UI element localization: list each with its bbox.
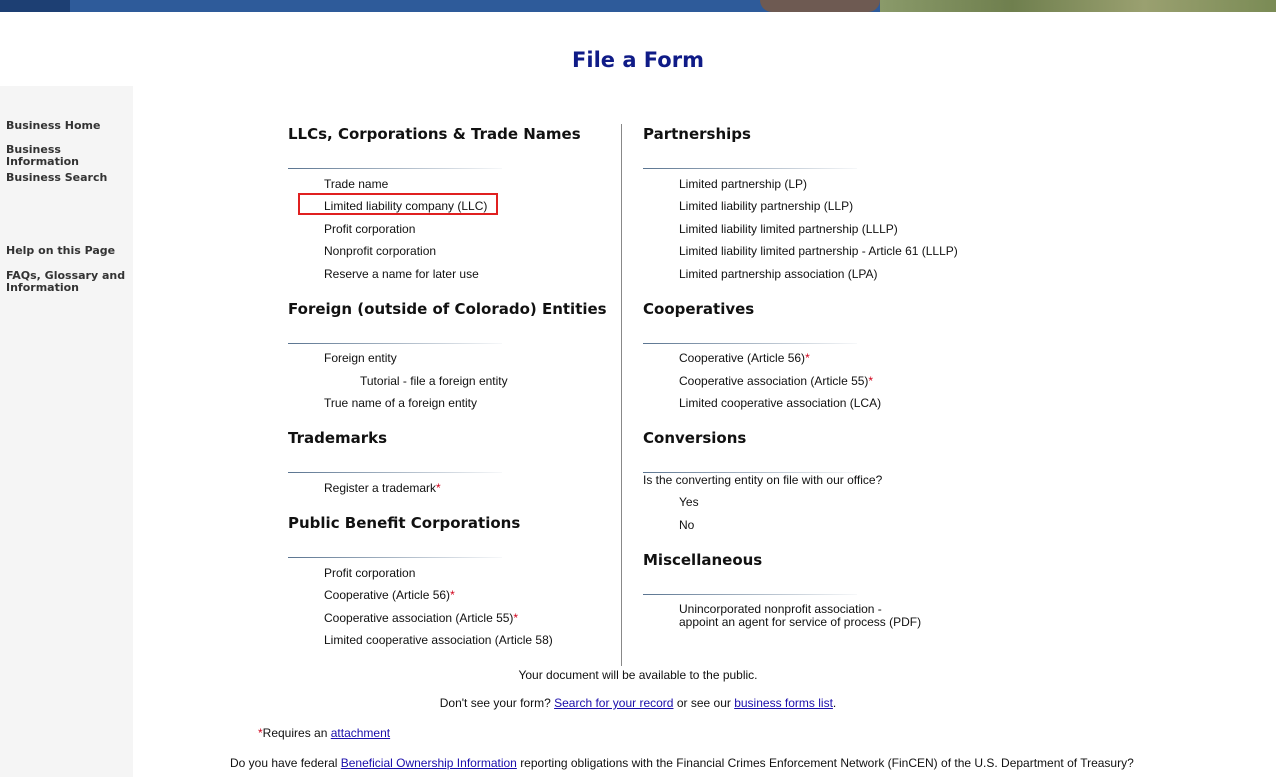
section-heading-llc: LLCs, Corporations & Trade Names <box>288 125 581 143</box>
link-lpa[interactable]: Limited partnership association (LPA) <box>679 267 878 281</box>
link-pbc-cooperative-association[interactable]: Cooperative association (Article 55)* <box>324 611 519 625</box>
sidebar-business-home[interactable]: Business Home <box>6 119 101 132</box>
attachment-link[interactable]: attachment <box>330 726 391 740</box>
section-heading-trademarks: Trademarks <box>288 429 388 447</box>
beneficial-ownership-link[interactable]: Beneficial Ownership Information <box>340 756 517 770</box>
section-rule <box>643 168 857 169</box>
section-rule <box>288 168 502 169</box>
link-lca[interactable]: Limited cooperative association (LCA) <box>679 396 882 410</box>
link-foreign-tutorial[interactable]: Tutorial - file a foreign entity <box>360 374 508 388</box>
top-banner <box>0 0 1276 12</box>
boi-question: Do you have federal Beneficial Ownership Information reporting obligations with the Financial Crimes Enforcement Network (FinCEN) of the U.S. Department of Treasury? <box>230 756 1134 770</box>
section-heading-pbc: Public Benefit Corporations <box>288 514 521 532</box>
highlight-box <box>298 193 498 215</box>
section-heading-misc: Miscellaneous <box>643 551 763 569</box>
required-asterisk: * <box>258 726 263 740</box>
link-foreign-entity[interactable]: Foreign entity <box>324 351 397 365</box>
sidebar-business-search[interactable]: Business Search <box>6 171 108 184</box>
link-llc[interactable]: Limited liability company (LLC) <box>324 199 488 213</box>
link-unincorporated-nonprofit[interactable]: Unincorporated nonprofit association - appoint an agent for service of process (PDF) <box>679 602 922 629</box>
link-true-name-foreign[interactable]: True name of a foreign entity <box>324 396 477 410</box>
section-rule <box>288 557 502 558</box>
dont-see-form-line: Don't see your form? Search for your record or see our business forms list. <box>439 696 837 710</box>
banner-logo-strip <box>0 0 70 12</box>
section-rule <box>288 343 502 344</box>
link-llp[interactable]: Limited liability partnership (LLP) <box>679 199 854 213</box>
link-lllp[interactable]: Limited liability limited partnership (LLLP) <box>679 222 898 236</box>
sidebar-faqs[interactable]: FAQs, Glossary and Information <box>6 269 126 294</box>
section-heading-foreign: Foreign (outside of Colorado) Entities <box>288 300 607 318</box>
link-profit-corporation[interactable]: Profit corporation <box>324 222 416 236</box>
link-reserve-name[interactable]: Reserve a name for later use <box>324 267 479 281</box>
section-rule <box>643 343 857 344</box>
link-lp[interactable]: Limited partnership (LP) <box>679 177 808 191</box>
required-asterisk: * <box>513 611 519 625</box>
banner-photo-landscape <box>880 0 1276 12</box>
link-trade-name[interactable]: Trade name <box>324 177 389 191</box>
link-cooperative-association-55[interactable]: Cooperative association (Article 55)* <box>679 374 874 388</box>
required-asterisk: * <box>436 481 441 495</box>
business-forms-list-link[interactable]: business forms list <box>734 696 833 710</box>
required-asterisk: * <box>868 374 874 388</box>
section-heading-cooperatives: Cooperatives <box>643 300 755 318</box>
section-rule <box>643 594 857 595</box>
link-cooperative-article-56[interactable]: Cooperative (Article 56)* <box>679 351 810 365</box>
link-pbc-limited-cooperative[interactable]: Limited cooperative association (Article 58) <box>324 633 553 647</box>
link-nonprofit-corporation[interactable]: Nonprofit corporation <box>324 244 437 258</box>
sidebar-help[interactable]: Help on this Page <box>6 244 116 257</box>
required-asterisk: * <box>450 588 455 602</box>
link-lllp-article-61[interactable]: Limited liability limited partnership - Article 61 (LLLP) <box>679 244 958 258</box>
link-pbc-cooperative[interactable]: Cooperative (Article 56)* <box>324 588 455 602</box>
section-heading-conversions: Conversions <box>643 429 747 447</box>
search-record-link[interactable]: Search for your record <box>554 696 674 710</box>
link-pbc-profit-corporation[interactable]: Profit corporation <box>324 566 416 580</box>
public-notice: Your document will be available to the public. <box>518 668 758 682</box>
page-title: File a Form <box>572 48 704 72</box>
sidebar-business-information[interactable]: Business Information <box>6 143 79 168</box>
banner-photo-portrait <box>760 0 880 12</box>
column-divider <box>621 124 622 666</box>
link-conversion-yes[interactable]: Yes <box>679 495 699 509</box>
section-heading-partnerships: Partnerships <box>643 125 751 143</box>
requires-attachment-note: *Requires an attachment <box>258 726 391 740</box>
conversions-question: Is the converting entity on file with our office? <box>643 473 883 487</box>
link-register-trademark[interactable]: Register a trademark* <box>324 481 441 495</box>
required-asterisk: * <box>805 351 810 365</box>
section-rule <box>288 472 502 473</box>
link-conversion-no[interactable]: No <box>679 518 695 532</box>
